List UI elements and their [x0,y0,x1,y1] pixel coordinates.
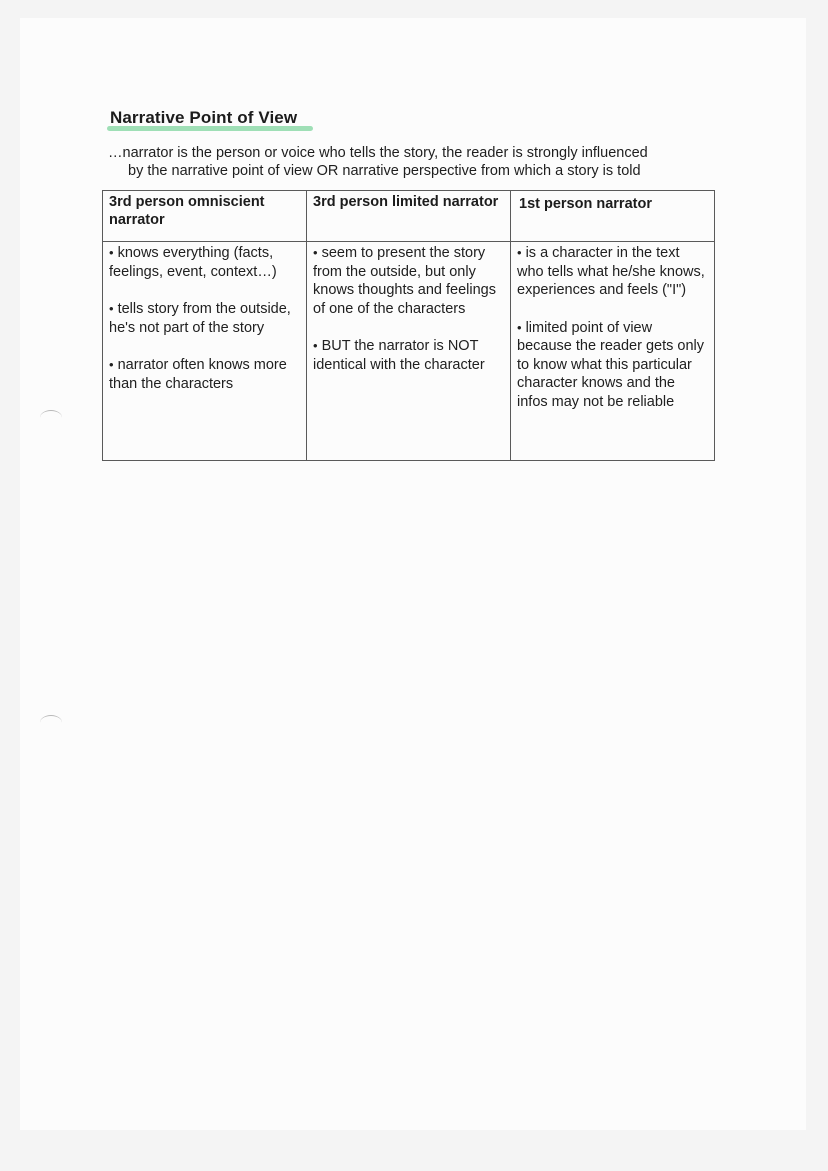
intro-line-1: …narrator is the person or voice who tells the story, the reader is strongly influenced [108,145,648,161]
paper-sheet [20,18,806,1130]
list-item: • seem to present the story from the outside, but only knows thoughts and feelings of one of the characters [313,245,496,317]
list-item: • is a character in the text who tells what he/she knows, experiences and feels ("I") [517,245,705,298]
bullet-icon: • [517,245,522,260]
bullet-icon: • [109,357,114,372]
punch-hole-mark [40,715,62,730]
header-limited: 3rd person limited narrator [307,191,511,242]
list-item: • tells story from the outside, he's not part of the story [109,301,291,336]
cell-limited [307,242,511,461]
cell-first-person [511,242,715,461]
page-title: Narrative Point of View [110,108,298,127]
table-header-row [103,191,715,242]
bullet-icon: • [313,338,318,353]
bullet-icon: • [517,319,522,335]
list-item: • limited point of view because the reader gets only to know what this particular character knows and the infos may not be reliable [517,319,705,410]
bullet-icon: • [109,245,114,260]
cell-omniscient [103,242,307,461]
intro-paragraph [108,144,718,180]
list-item: • BUT the narrator is NOT identical with the character [313,338,485,373]
list-item: • knows everything (facts, feelings, event, context…) [109,245,277,280]
punch-hole-mark [40,410,62,425]
table-row [103,242,715,461]
point-of-view-table [102,190,715,461]
bullet-icon: • [313,245,318,260]
intro-line-2: by the narrative point of view OR narrative perspective from which a story is told [128,163,641,179]
list-item: • narrator often knows more than the characters [109,357,287,392]
header-omniscient: 3rd person omniscient narrator [103,191,307,242]
header-first-person: 1st person narrator [511,191,715,242]
bullet-icon: • [109,301,114,316]
